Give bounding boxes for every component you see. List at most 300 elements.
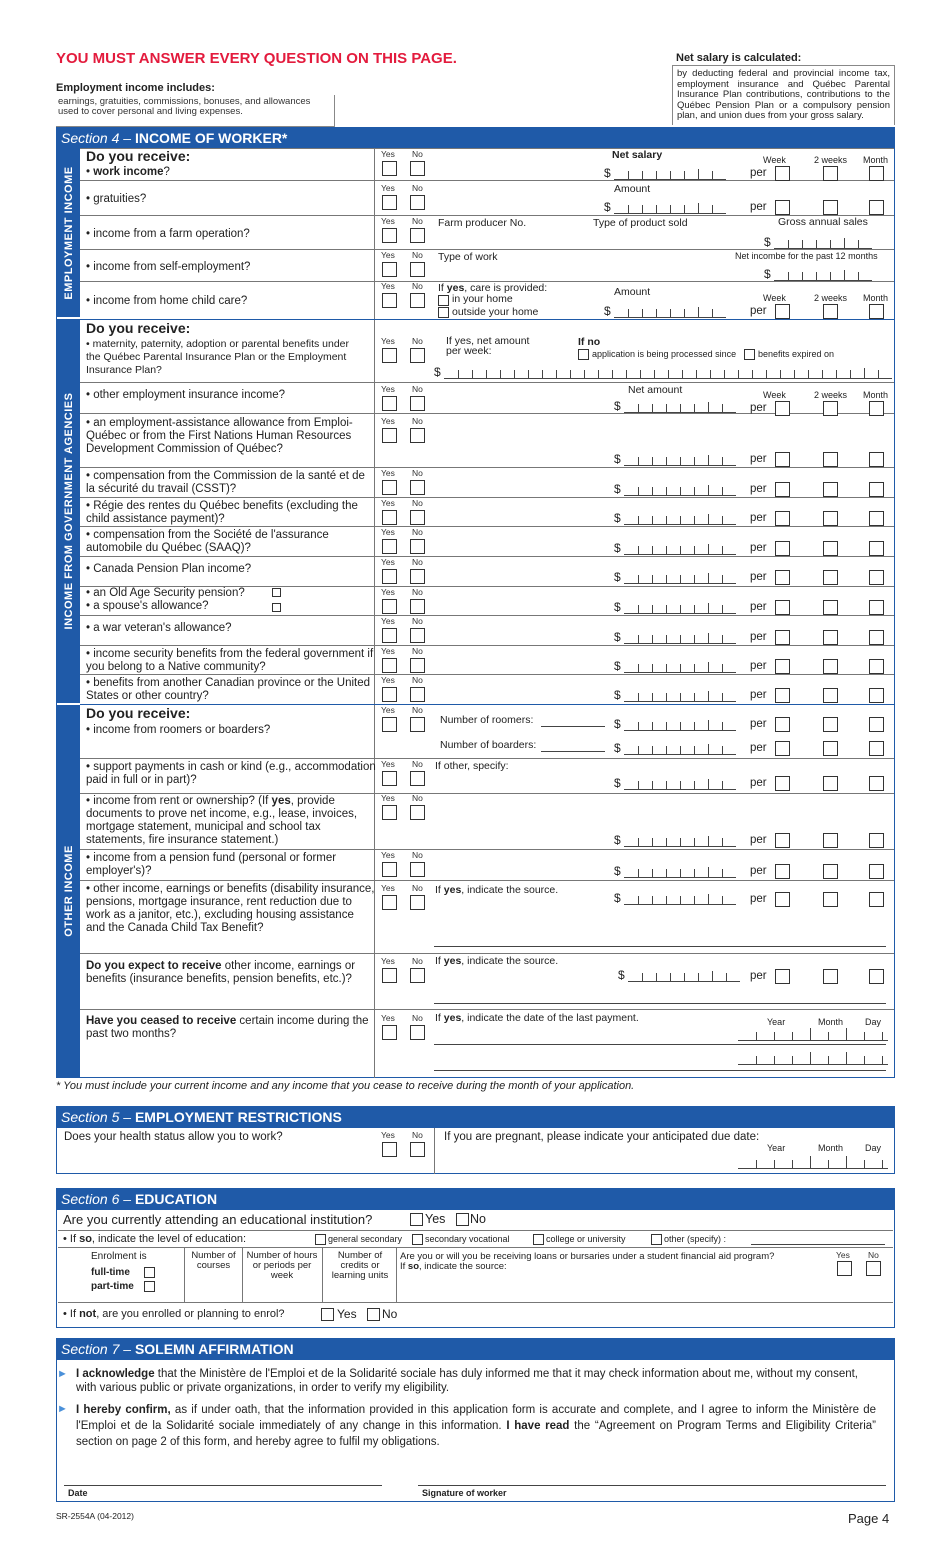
veteran-no-checkbox[interactable] [410, 628, 425, 643]
digit-divider [652, 457, 653, 465]
loans-question: Are you or will you be receiving loans or bursaries under a student financial aid program? [400, 1251, 775, 1262]
q-pension: • income from a pension fund (personal or former employer's)? [86, 852, 337, 877]
q-other-ei: • other employment insurance income? [86, 389, 285, 401]
q-maternity: • maternity, paternity, adoption or parental benefits under the Québec Parental Insurance Plan or the Employment Insurance Plan? [86, 338, 350, 376]
digit-divider [698, 203, 699, 213]
farm-amount-field[interactable] [774, 239, 872, 249]
emploi-quebec-yes-checkbox[interactable] [382, 428, 397, 443]
other-ei-week-checkbox[interactable] [775, 401, 790, 416]
roomers-month-checkbox[interactable] [869, 717, 884, 732]
other-level-label: other (specify) : [664, 1234, 727, 1244]
digit-divider [712, 309, 713, 317]
saaq-week-checkbox[interactable] [775, 541, 790, 556]
digit-divider [458, 370, 459, 378]
veteran-week-checkbox[interactable] [775, 630, 790, 645]
work-income-week-checkbox[interactable] [775, 166, 790, 181]
cpp-no-checkbox[interactable] [410, 569, 425, 584]
boarders-amount-field[interactable] [624, 745, 736, 755]
care-provided-label: If yes, care is provided: [438, 282, 548, 294]
digit-divider [708, 455, 709, 465]
native-no-label: No [412, 646, 423, 656]
homecare-week-checkbox[interactable] [775, 304, 790, 319]
rrq-no-checkbox[interactable] [410, 510, 425, 525]
support-2weeks-checkbox[interactable] [823, 776, 838, 791]
q-province: • benefits from another Canadian province or the United States or other country? [86, 677, 371, 702]
q-ceased: Have you ceased to receive certain income during the past two months? [86, 1015, 369, 1040]
digit-divider [638, 635, 639, 643]
oas-month-checkbox[interactable] [869, 600, 884, 615]
cpp-dollar: $ [614, 570, 621, 584]
digit-divider [694, 546, 695, 554]
row-emploi-quebec [80, 413, 894, 467]
signature-line[interactable] [418, 1485, 886, 1486]
due-day-label: Day [865, 1143, 882, 1153]
rent-amount-field[interactable] [624, 837, 736, 847]
rrq-yes-checkbox[interactable] [382, 510, 397, 525]
date-line[interactable] [64, 1485, 382, 1486]
app-processed-checkbox[interactable] [578, 349, 589, 360]
rent-no-checkbox[interactable] [410, 805, 425, 820]
digit-divider [638, 546, 639, 554]
gratuities-dollar: $ [604, 200, 611, 214]
college-label: college or university [546, 1234, 626, 1244]
digit-divider [670, 973, 671, 981]
farm-dollar: $ [764, 235, 771, 249]
native-2weeks-checkbox[interactable] [823, 659, 838, 674]
digit-divider [722, 869, 723, 877]
secondary-vocational-checkbox[interactable] [412, 1234, 423, 1245]
digit-divider [828, 1032, 829, 1040]
cpp-month-checkbox[interactable] [869, 570, 884, 585]
rrq-week-checkbox[interactable] [775, 511, 790, 526]
digit-divider [680, 746, 681, 754]
digit-divider [626, 370, 627, 378]
csst-month-checkbox[interactable] [869, 482, 884, 497]
digit-divider [708, 603, 709, 613]
oas-checkbox[interactable] [272, 588, 281, 597]
sidebar-government: INCOME FROM GOVERNMENT AGENCIES [57, 319, 80, 703]
native-month-checkbox[interactable] [869, 659, 884, 674]
benefits-expired-checkbox[interactable] [744, 349, 755, 360]
province-2weeks-checkbox[interactable] [823, 688, 838, 703]
digit-divider [638, 722, 639, 730]
full-time-checkbox[interactable] [144, 1267, 155, 1278]
other-ei-no-label: No [412, 384, 423, 394]
pension-yes-checkbox[interactable] [382, 862, 397, 877]
must-answer-notice: YOU MUST ANSWER EVERY QUESTION ON THIS PAGE. [56, 50, 457, 67]
pension-month-checkbox[interactable] [869, 864, 884, 879]
net-salary-text: by deducting federal and provincial income tax, employment insurance and Québec Parental Insurance Plan contributions, contributions to the Québec Pension Plan or a compulsory pension plan, and union dues from your gross salary. [672, 65, 895, 125]
digit-divider [830, 240, 831, 248]
gratuities-month-checkbox[interactable] [869, 200, 884, 215]
digit-divider [652, 487, 653, 495]
roomers-amount-field[interactable] [624, 721, 736, 731]
other-income-2weeks-checkbox[interactable] [823, 892, 838, 907]
enrol-no-checkbox[interactable] [367, 1308, 380, 1321]
q-roomers: • income from roomers or boarders? [86, 724, 271, 736]
gratuities-2weeks-checkbox[interactable] [823, 200, 838, 215]
oas-no-label: No [412, 587, 423, 597]
q-support: • support payments in cash or kind (e.g., accommodation paid in full or in part)? [86, 761, 376, 786]
emploi-quebec-no-checkbox[interactable] [410, 428, 425, 443]
maternity-yes-label: Yes [381, 336, 395, 346]
digit-divider [680, 896, 681, 904]
pregnant-label: If you are pregnant, please indicate your anticipated due date: [444, 1131, 760, 1143]
pension-amount-field[interactable] [624, 868, 736, 878]
work-income-no-checkbox[interactable] [410, 161, 425, 176]
expect-dollar: $ [618, 968, 625, 982]
homecare-no-checkbox[interactable] [410, 293, 425, 308]
digit-divider [722, 605, 723, 613]
rrq-month-checkbox[interactable] [869, 511, 884, 526]
other-ei-month-checkbox[interactable] [869, 401, 884, 416]
enrol-yes-checkbox[interactable] [321, 1308, 334, 1321]
ceased-no-checkbox[interactable] [410, 1025, 425, 1040]
pension-no-checkbox[interactable] [410, 862, 425, 877]
outside-home-checkbox[interactable] [438, 307, 449, 318]
section7-title: SOLEMN AFFIRMATION [134, 1341, 294, 1357]
roomers-no-checkbox[interactable] [410, 717, 425, 732]
digit-divider [680, 869, 681, 877]
digit-divider [666, 781, 667, 789]
attending-yes-label: Yes [425, 1212, 446, 1226]
part-time-checkbox[interactable] [144, 1281, 155, 1292]
work-income-per-label: per [750, 167, 767, 179]
cpp-yes-checkbox[interactable] [382, 569, 397, 584]
digit-divider [684, 309, 685, 317]
pension-2weeks-checkbox[interactable] [823, 864, 838, 879]
oas-2weeks-checkbox[interactable] [823, 600, 838, 615]
boarders-month-checkbox[interactable] [869, 741, 884, 756]
oas-no-checkbox[interactable] [410, 599, 425, 614]
digit-divider [652, 838, 653, 846]
saaq-yes-checkbox[interactable] [382, 539, 397, 554]
veteran-amount-field[interactable] [624, 634, 736, 644]
digit-divider [652, 781, 653, 789]
form-code: SR-2554A (04-2012) [56, 1511, 134, 1521]
other-ei-month-label: Month [863, 390, 889, 400]
homecare-2weeks-label: 2 weeks [814, 293, 848, 303]
gratuities-week-checkbox[interactable] [775, 200, 790, 215]
digit-divider [666, 838, 667, 846]
digit-divider [722, 516, 723, 524]
rrq-no-label: No [412, 498, 423, 508]
roomers-week-checkbox[interactable] [775, 717, 790, 732]
digit-divider [652, 869, 653, 877]
self-no-checkbox[interactable] [410, 262, 425, 277]
digit-divider [682, 370, 683, 378]
year-label: Year [767, 1017, 786, 1027]
other-income-source-label: If yes, indicate the source. [435, 884, 559, 896]
veteran-2weeks-checkbox[interactable] [823, 630, 838, 645]
ceased-date-field[interactable] [738, 1031, 888, 1041]
digit-divider [694, 838, 695, 846]
saaq-per-label: per [750, 542, 767, 554]
digit-divider [670, 171, 671, 179]
digit-divider [642, 205, 643, 213]
roomers-dollar: $ [614, 717, 621, 731]
q-work-income: • work income? [86, 166, 170, 178]
other-ei-2weeks-checkbox[interactable] [823, 401, 838, 416]
row-native [80, 645, 894, 674]
rent-yes-checkbox[interactable] [382, 805, 397, 820]
digit-divider [722, 487, 723, 495]
native-no-checkbox[interactable] [410, 658, 425, 673]
digit-divider [708, 485, 709, 495]
enrol-question: • If not, are you enrolled or planning to enrol? [63, 1308, 285, 1320]
veteran-yes-checkbox[interactable] [382, 628, 397, 643]
digit-divider [656, 973, 657, 981]
digit-divider [638, 664, 639, 672]
loans-source-label: If so, indicate the source: [400, 1261, 507, 1272]
gratuities-per-label: per [750, 201, 767, 213]
digit-divider [694, 404, 695, 412]
csst-yes-checkbox[interactable] [382, 480, 397, 495]
cpp-no-label: No [412, 557, 423, 567]
csst-per-label: per [750, 483, 767, 495]
province-week-checkbox[interactable] [775, 688, 790, 703]
maternity-yes-checkbox[interactable] [382, 348, 397, 363]
digit-divider [722, 575, 723, 583]
q-veteran: • a war veteran's allowance? [86, 622, 232, 634]
date-label: Date [68, 1488, 88, 1498]
other-level-checkbox[interactable] [651, 1234, 662, 1245]
digit-divider [712, 971, 713, 981]
other-ei-no-checkbox[interactable] [410, 396, 425, 411]
support-dollar: $ [614, 776, 621, 790]
digit-divider [680, 575, 681, 583]
number-roomers-label: Number of roomers: [440, 714, 534, 726]
other-ei-dollar: $ [614, 399, 621, 413]
other-income-no-checkbox[interactable] [410, 895, 425, 910]
self-yes-checkbox[interactable] [382, 262, 397, 277]
digit-divider [570, 370, 571, 378]
digit-divider [738, 370, 739, 378]
digit-divider [680, 546, 681, 554]
digit-divider [652, 516, 653, 524]
roomers-2weeks-checkbox[interactable] [823, 717, 838, 732]
ceased-yes-checkbox[interactable] [382, 1025, 397, 1040]
gratuities-yes-checkbox[interactable] [382, 195, 397, 210]
in-home-checkbox[interactable] [438, 295, 449, 306]
college-checkbox[interactable] [533, 1234, 544, 1245]
rrq-amount-field[interactable] [624, 515, 736, 525]
rent-week-checkbox[interactable] [775, 833, 790, 848]
emploi-quebec-amount-field[interactable] [624, 456, 736, 466]
rrq-2weeks-checkbox[interactable] [823, 511, 838, 526]
support-month-checkbox[interactable] [869, 776, 884, 791]
other-income-yes-checkbox[interactable] [382, 895, 397, 910]
rent-2weeks-checkbox[interactable] [823, 833, 838, 848]
province-month-checkbox[interactable] [869, 688, 884, 703]
digit-divider [638, 693, 639, 701]
homecare-yes-checkbox[interactable] [382, 293, 397, 308]
digit-divider [858, 272, 859, 280]
other-income-amount-field[interactable] [624, 895, 736, 905]
digit-divider [708, 836, 709, 846]
work-income-amount-field[interactable] [614, 170, 726, 180]
digit-divider [638, 516, 639, 524]
digit-divider [652, 722, 653, 730]
app-processed-label: application is being processed since [592, 349, 737, 359]
expect-yes-checkbox[interactable] [382, 968, 397, 983]
cpp-2weeks-checkbox[interactable] [823, 570, 838, 585]
province-yes-label: Yes [381, 675, 395, 685]
attending-no-checkbox[interactable] [456, 1213, 469, 1226]
native-yes-label: Yes [381, 646, 395, 656]
boarders-2weeks-checkbox[interactable] [823, 741, 838, 756]
homecare-amount-field[interactable] [614, 308, 726, 318]
digit-divider [556, 370, 557, 378]
footnote: * You must include your current income and any income that you cease to receive during the month of your application. [56, 1080, 635, 1092]
work-income-yes-checkbox[interactable] [382, 161, 397, 176]
emploi-quebec-2weeks-checkbox[interactable] [823, 452, 838, 467]
spouse-checkbox[interactable] [272, 603, 281, 612]
other-income-week-checkbox[interactable] [775, 892, 790, 907]
row-csst [80, 467, 894, 497]
gross-annual-label: Gross annual sales [778, 216, 868, 228]
expect-2weeks-checkbox[interactable] [823, 969, 838, 984]
rrq-per-label: per [750, 512, 767, 524]
digit-divider [666, 605, 667, 613]
self-amount-field[interactable] [774, 271, 872, 281]
province-no-label: No [412, 675, 423, 685]
emploi-quebec-per-label: per [750, 453, 767, 465]
other-income-month-checkbox[interactable] [869, 892, 884, 907]
digit-divider [680, 664, 681, 672]
oas-amount-field[interactable] [624, 604, 736, 614]
other-ei-yes-checkbox[interactable] [382, 396, 397, 411]
other-ei-amount-field[interactable] [624, 403, 736, 413]
cpp-amount-field[interactable] [624, 574, 736, 584]
digit-divider [656, 309, 657, 317]
boarders-dollar: $ [614, 741, 621, 755]
digit-divider [722, 457, 723, 465]
emploi-quebec-month-checkbox[interactable] [869, 452, 884, 467]
digit-divider [680, 635, 681, 643]
digit-divider [694, 869, 695, 877]
maternity-no-checkbox[interactable] [410, 348, 425, 363]
digit-divider [694, 896, 695, 904]
support-amount-field[interactable] [624, 780, 736, 790]
csst-amount-field[interactable] [624, 486, 736, 496]
sidebar-other: OTHER INCOME [57, 705, 80, 1077]
veteran-month-checkbox[interactable] [869, 630, 884, 645]
support-no-checkbox[interactable] [410, 771, 425, 786]
boarders-week-checkbox[interactable] [775, 741, 790, 756]
digit-divider [846, 1028, 847, 1040]
digit-divider [652, 693, 653, 701]
q-gratuities: • gratuities? [86, 193, 147, 205]
digit-divider [694, 457, 695, 465]
maternity-dollar: $ [434, 365, 441, 379]
digit-divider [694, 722, 695, 730]
section6-title: EDUCATION [134, 1191, 218, 1207]
digit-divider [722, 838, 723, 846]
expect-month-checkbox[interactable] [869, 969, 884, 984]
saaq-month-checkbox[interactable] [869, 541, 884, 556]
pension-week-checkbox[interactable] [775, 864, 790, 879]
farm-yes-label: Yes [381, 216, 395, 226]
digit-divider [666, 575, 667, 583]
ceased-2-date-field[interactable] [738, 1055, 888, 1065]
support-yes-checkbox[interactable] [382, 771, 397, 786]
q-native: • income security benefits from the federal government if you belong to a Native community? [86, 648, 374, 673]
q-oas: • an Old Age Security pension? [86, 587, 245, 599]
saaq-2weeks-checkbox[interactable] [823, 541, 838, 556]
do-you-receive-label-3: Do you receive: [86, 705, 191, 721]
homecare-2weeks-checkbox[interactable] [823, 304, 838, 319]
expect-no-checkbox[interactable] [410, 968, 425, 983]
attending-yes-checkbox[interactable] [410, 1213, 423, 1226]
digit-divider [698, 973, 699, 981]
native-amount-field[interactable] [624, 663, 736, 673]
province-no-checkbox[interactable] [410, 687, 425, 702]
digit-divider [694, 664, 695, 672]
native-week-checkbox[interactable] [775, 659, 790, 674]
digit-divider [724, 370, 725, 378]
digit-divider [652, 605, 653, 613]
province-yes-checkbox[interactable] [382, 687, 397, 702]
work-income-2weeks-checkbox[interactable] [823, 166, 838, 181]
health-yes-label: Yes [381, 1130, 395, 1140]
support-week-checkbox[interactable] [775, 776, 790, 791]
digit-divider [680, 781, 681, 789]
saaq-amount-field[interactable] [624, 545, 736, 555]
roomers-yes-checkbox[interactable] [382, 717, 397, 732]
oas-yes-checkbox[interactable] [382, 599, 397, 614]
oas-yes-label: Yes [381, 587, 395, 597]
cpp-week-checkbox[interactable] [775, 570, 790, 585]
digit-divider [680, 605, 681, 613]
digit-divider [642, 171, 643, 179]
loans-no-label: No [868, 1250, 879, 1260]
maternity-amount-field[interactable] [444, 369, 892, 379]
signature-label: Signature of worker [422, 1488, 507, 1498]
digit-divider [642, 309, 643, 317]
expect-week-checkbox[interactable] [775, 969, 790, 984]
expect-amount-field[interactable] [628, 972, 740, 982]
homecare-month-checkbox[interactable] [869, 304, 884, 319]
digit-divider [670, 205, 671, 213]
pension-dollar: $ [614, 864, 621, 878]
rent-dollar: $ [614, 833, 621, 847]
boarders-per-label: per [750, 742, 767, 754]
province-amount-field[interactable] [624, 692, 736, 702]
oas-week-checkbox[interactable] [775, 600, 790, 615]
gratuities-no-checkbox[interactable] [410, 195, 425, 210]
digit-divider [542, 370, 543, 378]
native-yes-checkbox[interactable] [382, 658, 397, 673]
csst-2weeks-checkbox[interactable] [823, 482, 838, 497]
rent-month-checkbox[interactable] [869, 833, 884, 848]
farm-no-checkbox[interactable] [410, 228, 425, 243]
work-income-month-checkbox[interactable] [869, 166, 884, 181]
farm-yes-checkbox[interactable] [382, 228, 397, 243]
row-rrq [80, 497, 894, 526]
emploi-quebec-week-checkbox[interactable] [775, 452, 790, 467]
num-courses-label: Number of courses [191, 1250, 236, 1271]
csst-week-checkbox[interactable] [775, 482, 790, 497]
digit-divider [708, 662, 709, 672]
digit-divider [844, 238, 845, 248]
csst-no-checkbox[interactable] [410, 480, 425, 495]
veteran-dollar: $ [614, 630, 621, 644]
saaq-no-checkbox[interactable] [410, 539, 425, 554]
general-secondary-checkbox[interactable] [315, 1234, 326, 1245]
gratuities-amount-field[interactable] [614, 204, 726, 214]
digit-divider [472, 370, 473, 378]
